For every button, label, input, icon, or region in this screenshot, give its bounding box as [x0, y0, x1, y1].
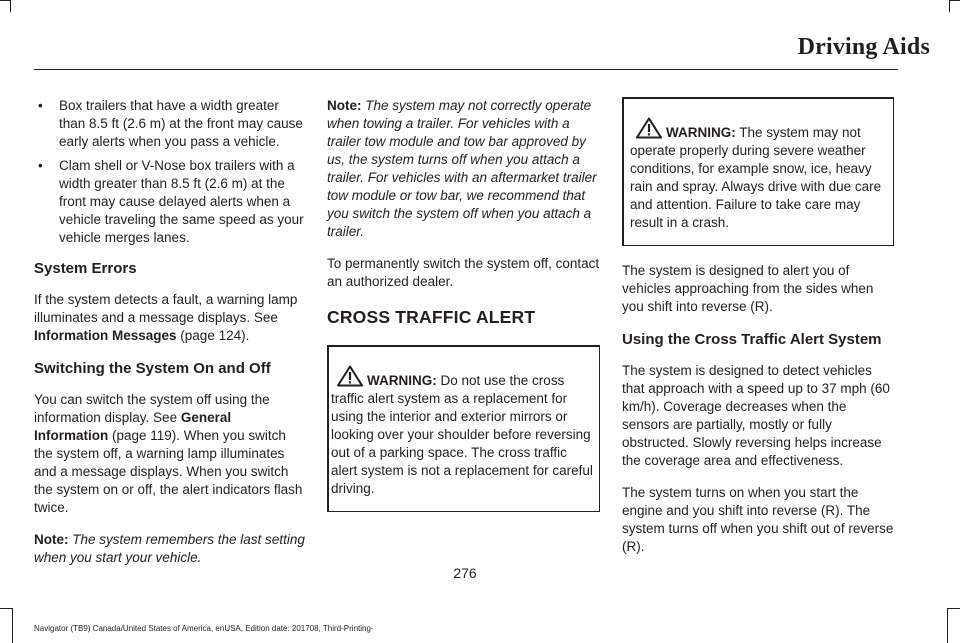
note-text: The system may not correctly operate when towing a trailer. For vehicles with a trailer tow module and tow bar approved by us, the system turns off when you attach a trailer. For vehicles with an aftermarket trailer tow module or tow bar, we recommend that you switch the system off when you attach a trailer. [327, 98, 597, 239]
heading-switching: Switching the System On and Off [34, 360, 271, 377]
paragraph-text: You can switch the system off using the information display. See [34, 392, 270, 425]
heading-cross-traffic-alert: CROSS TRAFFIC ALERT [327, 307, 536, 327]
warning-text: Do not use the cross traffic alert system as a replacement for using the interior and exterior mirrors or looking over your shoulder before reversing out of a parking space. The cross traffic alert system is not a replacement for careful driving. [331, 373, 593, 496]
paragraph: To permanently switch the system off, contact an authorized dealer. [327, 256, 600, 289]
warning-triangle-icon [636, 117, 662, 139]
footer-edition-text: Navigator (TB9) Canada/United States of America, enUSA, Edition date: 201708, Third-Printing- [34, 624, 374, 633]
cross-reference-link[interactable]: General Information [34, 410, 232, 443]
warning-label: WARNING: [666, 125, 736, 140]
warning-triangle-icon [337, 365, 363, 387]
note-label: Note: [327, 98, 362, 113]
note-text: The system remembers the last setting when you start your vehicle. [34, 532, 305, 565]
header-rule [34, 69, 898, 70]
warning-box [327, 345, 600, 512]
list-item-text: Box trailers that have a width greater than 8.5 ft (2.6 m) at the front may cause early alerts when you pass a vehicle. [59, 98, 303, 149]
paragraph: The system is designed to alert you of vehicles approaching from the sides when you shift into reverse (R). [622, 263, 874, 314]
note [327, 97, 600, 241]
list-item: • Clam shell or V-Nose box trailers with a width greater than 8.5 ft (2.6 m) at the front may cause delayed alerts when a vehicle traveling the same speed as your vehicle merges lanes. [38, 158, 304, 245]
crop-mark [12, 608, 13, 643]
column-middle [327, 97, 600, 528]
paragraph [34, 391, 306, 517]
paragraph: The system turns on when you start the engine and you shift into reverse (R). The system turns off when you shift out of reverse (R). [622, 485, 894, 554]
page-title: Driving Aids [797, 34, 930, 60]
column-left [34, 97, 306, 581]
paragraph-text: If the system detects a fault, a warning lamp illuminates and a message displays. See [34, 292, 298, 325]
crop-mark [0, 0, 10, 1]
list-item: • Box trailers that have a width greater than 8.5 ft (2.6 m) at the front may cause early alerts when you pass a vehicle. [38, 98, 303, 149]
bullet-list [34, 97, 306, 247]
paragraph [34, 291, 306, 345]
crop-mark [950, 0, 960, 1]
crop-mark [0, 608, 12, 609]
cross-reference-link[interactable]: Information Messages [34, 328, 177, 343]
page-number: 276 [453, 565, 477, 581]
note [34, 531, 306, 567]
warning-label: WARNING: [367, 373, 437, 388]
paragraph-text: (page 119). When you switch the system off, a warning lamp illuminates and a message displays. When you switch the system on or off, the alert indicators flash twice. [34, 428, 303, 515]
crop-mark [947, 608, 948, 643]
warning-box [622, 97, 894, 246]
note-label: Note: [34, 532, 69, 547]
warning-text: The system may not operate properly during severe weather conditions, for example snow, ice, heavy rain and spray. Always drive with due care and attention. Failure to take care may result in a crash. [630, 125, 882, 230]
list-item-text: Clam shell or V-Nose box trailers with a width greater than 8.5 ft (2.6 m) at the front may cause delayed alerts when a vehicle traveling the same speed as your vehicle merges lanes. [59, 158, 304, 245]
crop-mark [948, 608, 960, 609]
heading-system-errors: System Errors [34, 260, 137, 277]
paragraph: The system is designed to detect vehicles that approach with a speed up to 37 mph (60 km/h). Coverage decreases when the sensors are partially, mostly or fully obstructed. Slowly reversing helps increase the coverage area and effectiveness. [622, 363, 890, 468]
column-right [622, 97, 894, 570]
heading-using-cross-traffic: Using the Cross Traffic Alert System [622, 331, 882, 348]
paragraph-text: (page 124). [176, 328, 250, 343]
crop-mark [949, 0, 950, 12]
crop-mark [10, 0, 11, 12]
